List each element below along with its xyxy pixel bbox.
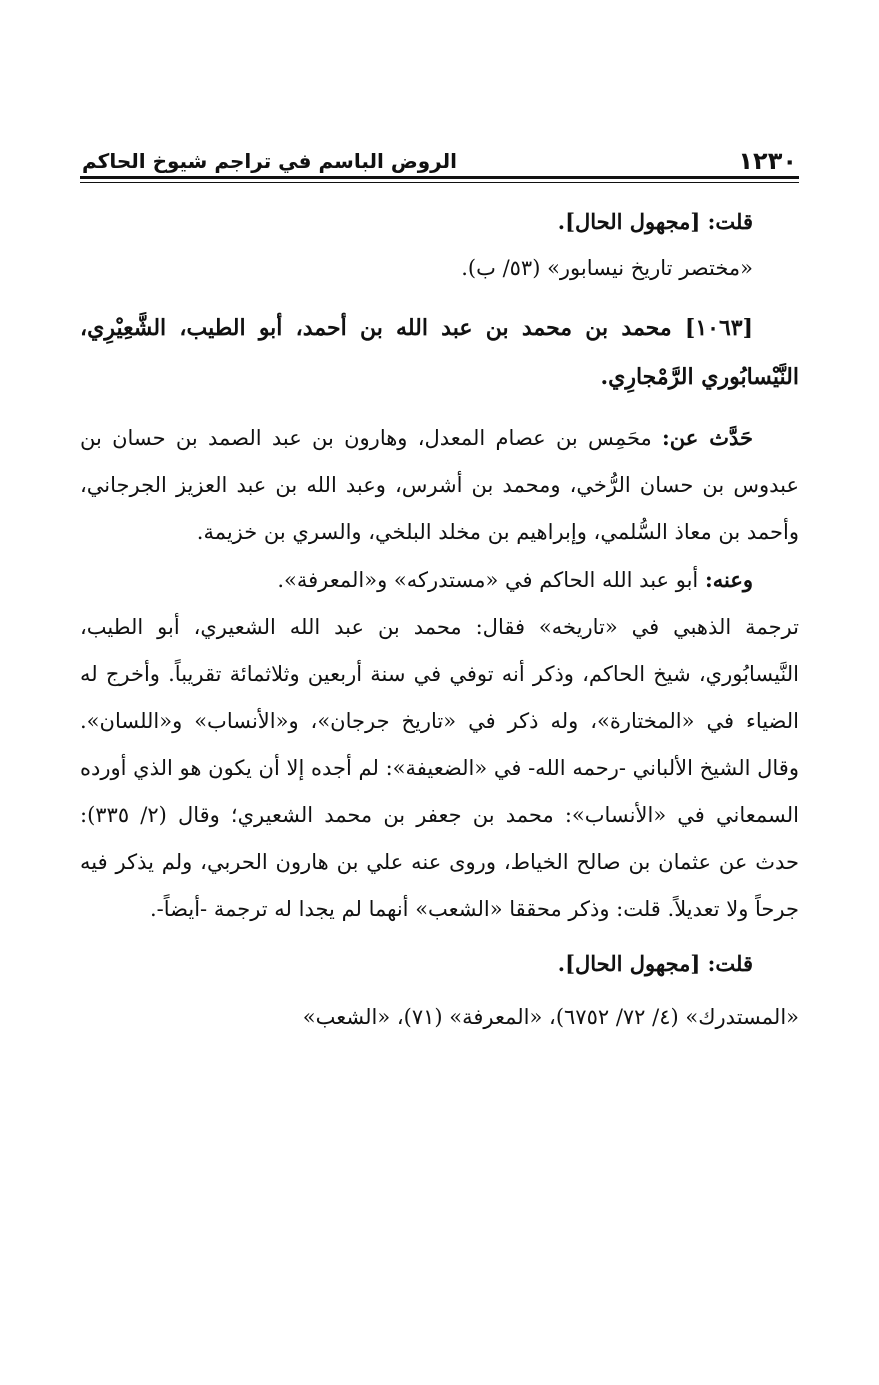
narrated-from-text: محَمِس بن عصام المعدل، وهارون بن عبد الصمد بن حسان بن عبدوس بن حسان الرُّخي، ومحمد بن أشرس، وعبد الله بن عبد العزيز الجرجاني، وأحمد بن معاذ السُّلمي، وإبراهيم بن مخلد البلخي، والسري بن خزيمة. (80, 426, 799, 544)
sources-line-2: «المستدرك» (٤/ ٧٢/ ٦٧٥٢)، «المعرفة» (٧١)، «الشعب» (302, 1005, 799, 1029)
verdict-line-1: قلت: [مجهول الحال]. (557, 209, 753, 234)
book-title: الروض الباسم في تراجم شيوخ الحاكم (82, 149, 457, 173)
header-rule-thin (80, 182, 799, 183)
verdict-line-2: قلت: [مجهول الحال]. (557, 951, 753, 976)
entry-title: [١٠٦٣] محمد بن محمد بن عبد الله بن أحمد، أبو الطيب، الشَّعِيْرِي، النَّيْسابُوري الرَّمْجارِي. (80, 315, 799, 390)
narrated-from-label: حَدَّث عن: (662, 425, 753, 450)
narrated-from-paragraph (80, 414, 799, 556)
narrators-text: أبو عبد الله الحاكم في «مستدركه» و«المعرفة». (277, 568, 699, 592)
narrators-paragraph (80, 556, 799, 604)
source-line-1: «مختصر تاريخ نيسابور» (٥٣/ ب). (461, 256, 753, 280)
page-body (80, 198, 799, 1041)
page-number: ١٢٣٠ (738, 147, 797, 175)
biography-paragraph: ترجمة الذهبي في «تاريخه» فقال: محمد بن عبد الله الشعيري، أبو الطيب، النَّيسابُوري، شيخ الحاكم، وذكر أنه توفي في سنة أربعين وثلاثمائة تقريباً. وأخرج له الضياء في «المختارة»، وله ذكر في «تاريخ جرجان»، و«الأنساب» و«اللسان». وقال الشيخ الألباني -رحمه الله- في «الضعيفة»: لم أجده إلا أن يكون هو الذي أورده السمعاني في «الأنساب»: محمد بن جعفر بن محمد الشعيري؛ وقال (٢/ ٣٣٥): حدث عن عثمان بن صالح الخياط، وروى عنه علي بن هارون الحربي، ولم يذكر فيه جرحاً ولا تعديلاً. قلت: وذكر محققا «الشعب» أنهما لم يجدا له ترجمة -أيضاً-. (80, 615, 799, 921)
narrators-label: وعنه: (704, 567, 753, 592)
header-rule-thick (80, 176, 799, 179)
running-header (82, 140, 797, 176)
